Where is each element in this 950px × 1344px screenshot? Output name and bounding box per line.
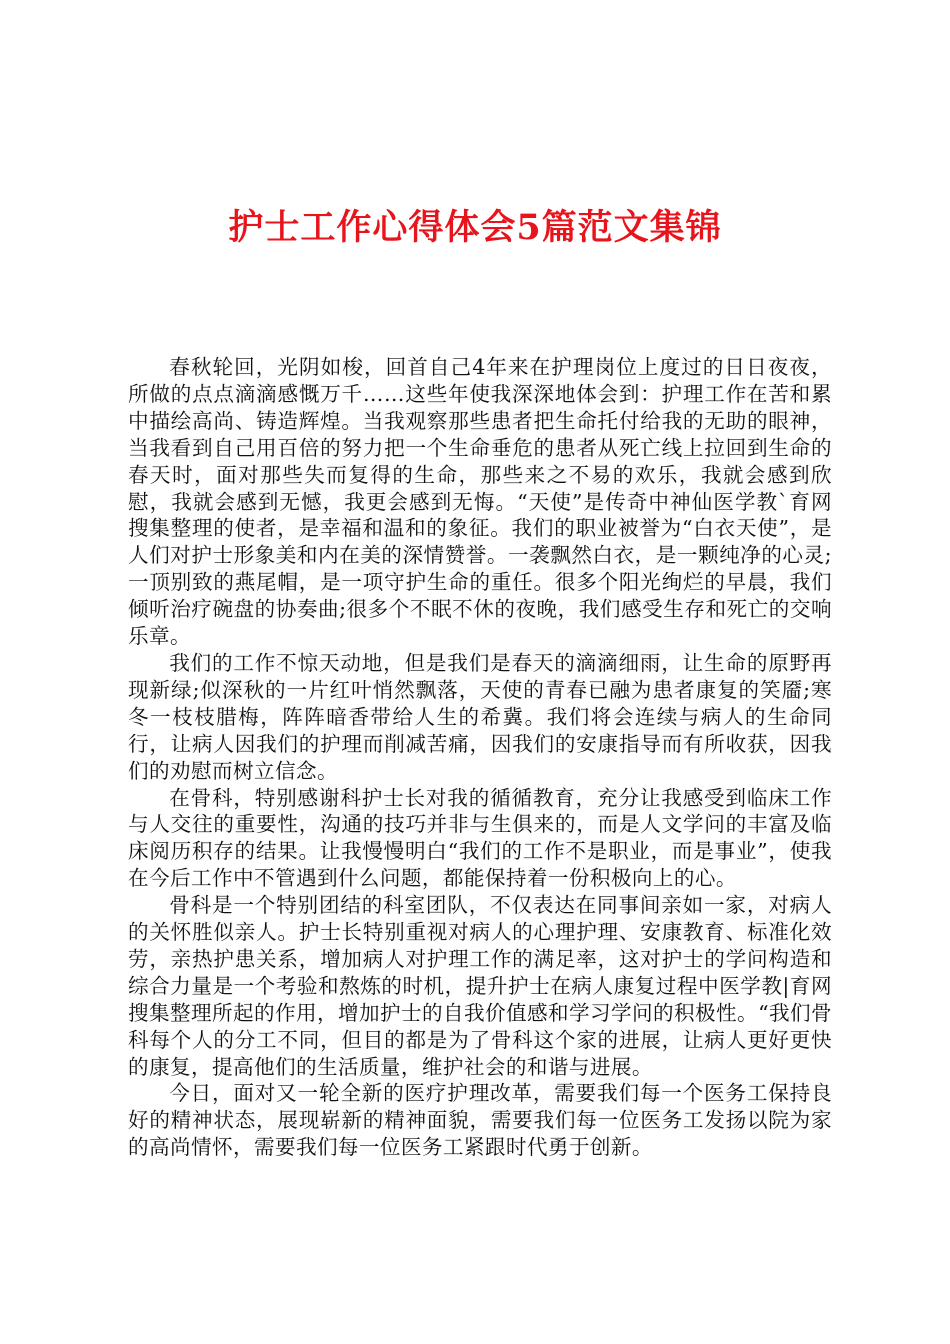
- paragraph: 春秋轮回，光阴如梭，回首自己4年来在护理岗位上度过的日日夜夜，所做的点点滴滴感慨万千……这些年使我深深地体会到：护理工作在苦和累中描绘高尚、铸造辉煌。当我观察那些患者把生命托付给我的无助的眼神，当我看到自己用百倍的努力把一个生命垂危的患者从死亡线上拉回到生命的春天时，面对那些失而复得的生命，那些来之不易的欢乐，我就会感到欣慰，我就会感到无憾，我更会感到无悔。“天使”是传奇中神仙医学教`育网搜集整理的使者，是幸福和温和的象征。我们的职业被誉为“白衣天使”，是人们对护士形象美和内在美的深情赞誉。一袭飘然白衣，是一颗纯净的心灵;一顶别致的燕尾帽，是一项守护生命的重任。很多个阳光绚烂的早晨，我们倾听治疗碗盘的协奏曲;很多个不眠不休的夜晚，我们感受生存和死亡的交响乐章。: [128, 355, 832, 649]
- paragraph: 骨科是一个特别团结的科室团队，不仅表达在同事间亲如一家，对病人的关怀胜似亲人。护士长特别重视对病人的心理护理、安康教育、标准化效劳，亲热护患关系，增加病人对护理工作的满足率，这对护士的学问构造和综合力量是一个考验和熬炼的时机，提升护士在病人康复过程中医学教|育网搜集整理所起的作用，增加护士的自我价值感和学习学问的积极性。“我们骨科每个人的分工不同，但目的都是为了骨科这个家的进展，让病人更好更快的康复，提高他们的生活质量，维护社会的和谐与进展。: [128, 893, 832, 1079]
- paragraph: 在骨科，特别感谢科护士长对我的循循教育，充分让我感受到临床工作与人交往的重要性，沟通的技巧并非与生俱来的，而是人文学问的丰富及临床阅历积存的结果。让我慢慢明白“我们的工作不是职业，而是事业”，使我在今后工作中不管遇到什么问题，都能保持着一份积极向上的心。: [128, 785, 832, 891]
- paragraph: 我们的工作不惊天动地，但是我们是春天的滴滴细雨，让生命的原野再现新绿;似深秋的一片红叶悄然飘落，天使的青春已融为患者康复的笑靥;寒冬一枝枝腊梅，阵阵暗香带给人生的希冀。我们将会连续与病人的生命同行，让病人因我们的护理而削减苦痛，因我们的安康指导而有所收获，因我们的劝慰而树立信念。: [128, 650, 832, 783]
- paragraph: 今日，面对又一轮全新的医疗护理改革，需要我们每一个医务工保持良好的精神状态，展现崭新的精神面貌，需要我们每一位医务工发扬以院为家的高尚情怀，需要我们每一位医务工紧跟时代勇于创新。: [128, 1081, 832, 1160]
- document-body: [128, 354, 832, 1161]
- document-title: 护士工作心得体会5篇范文集锦: [228, 207, 722, 248]
